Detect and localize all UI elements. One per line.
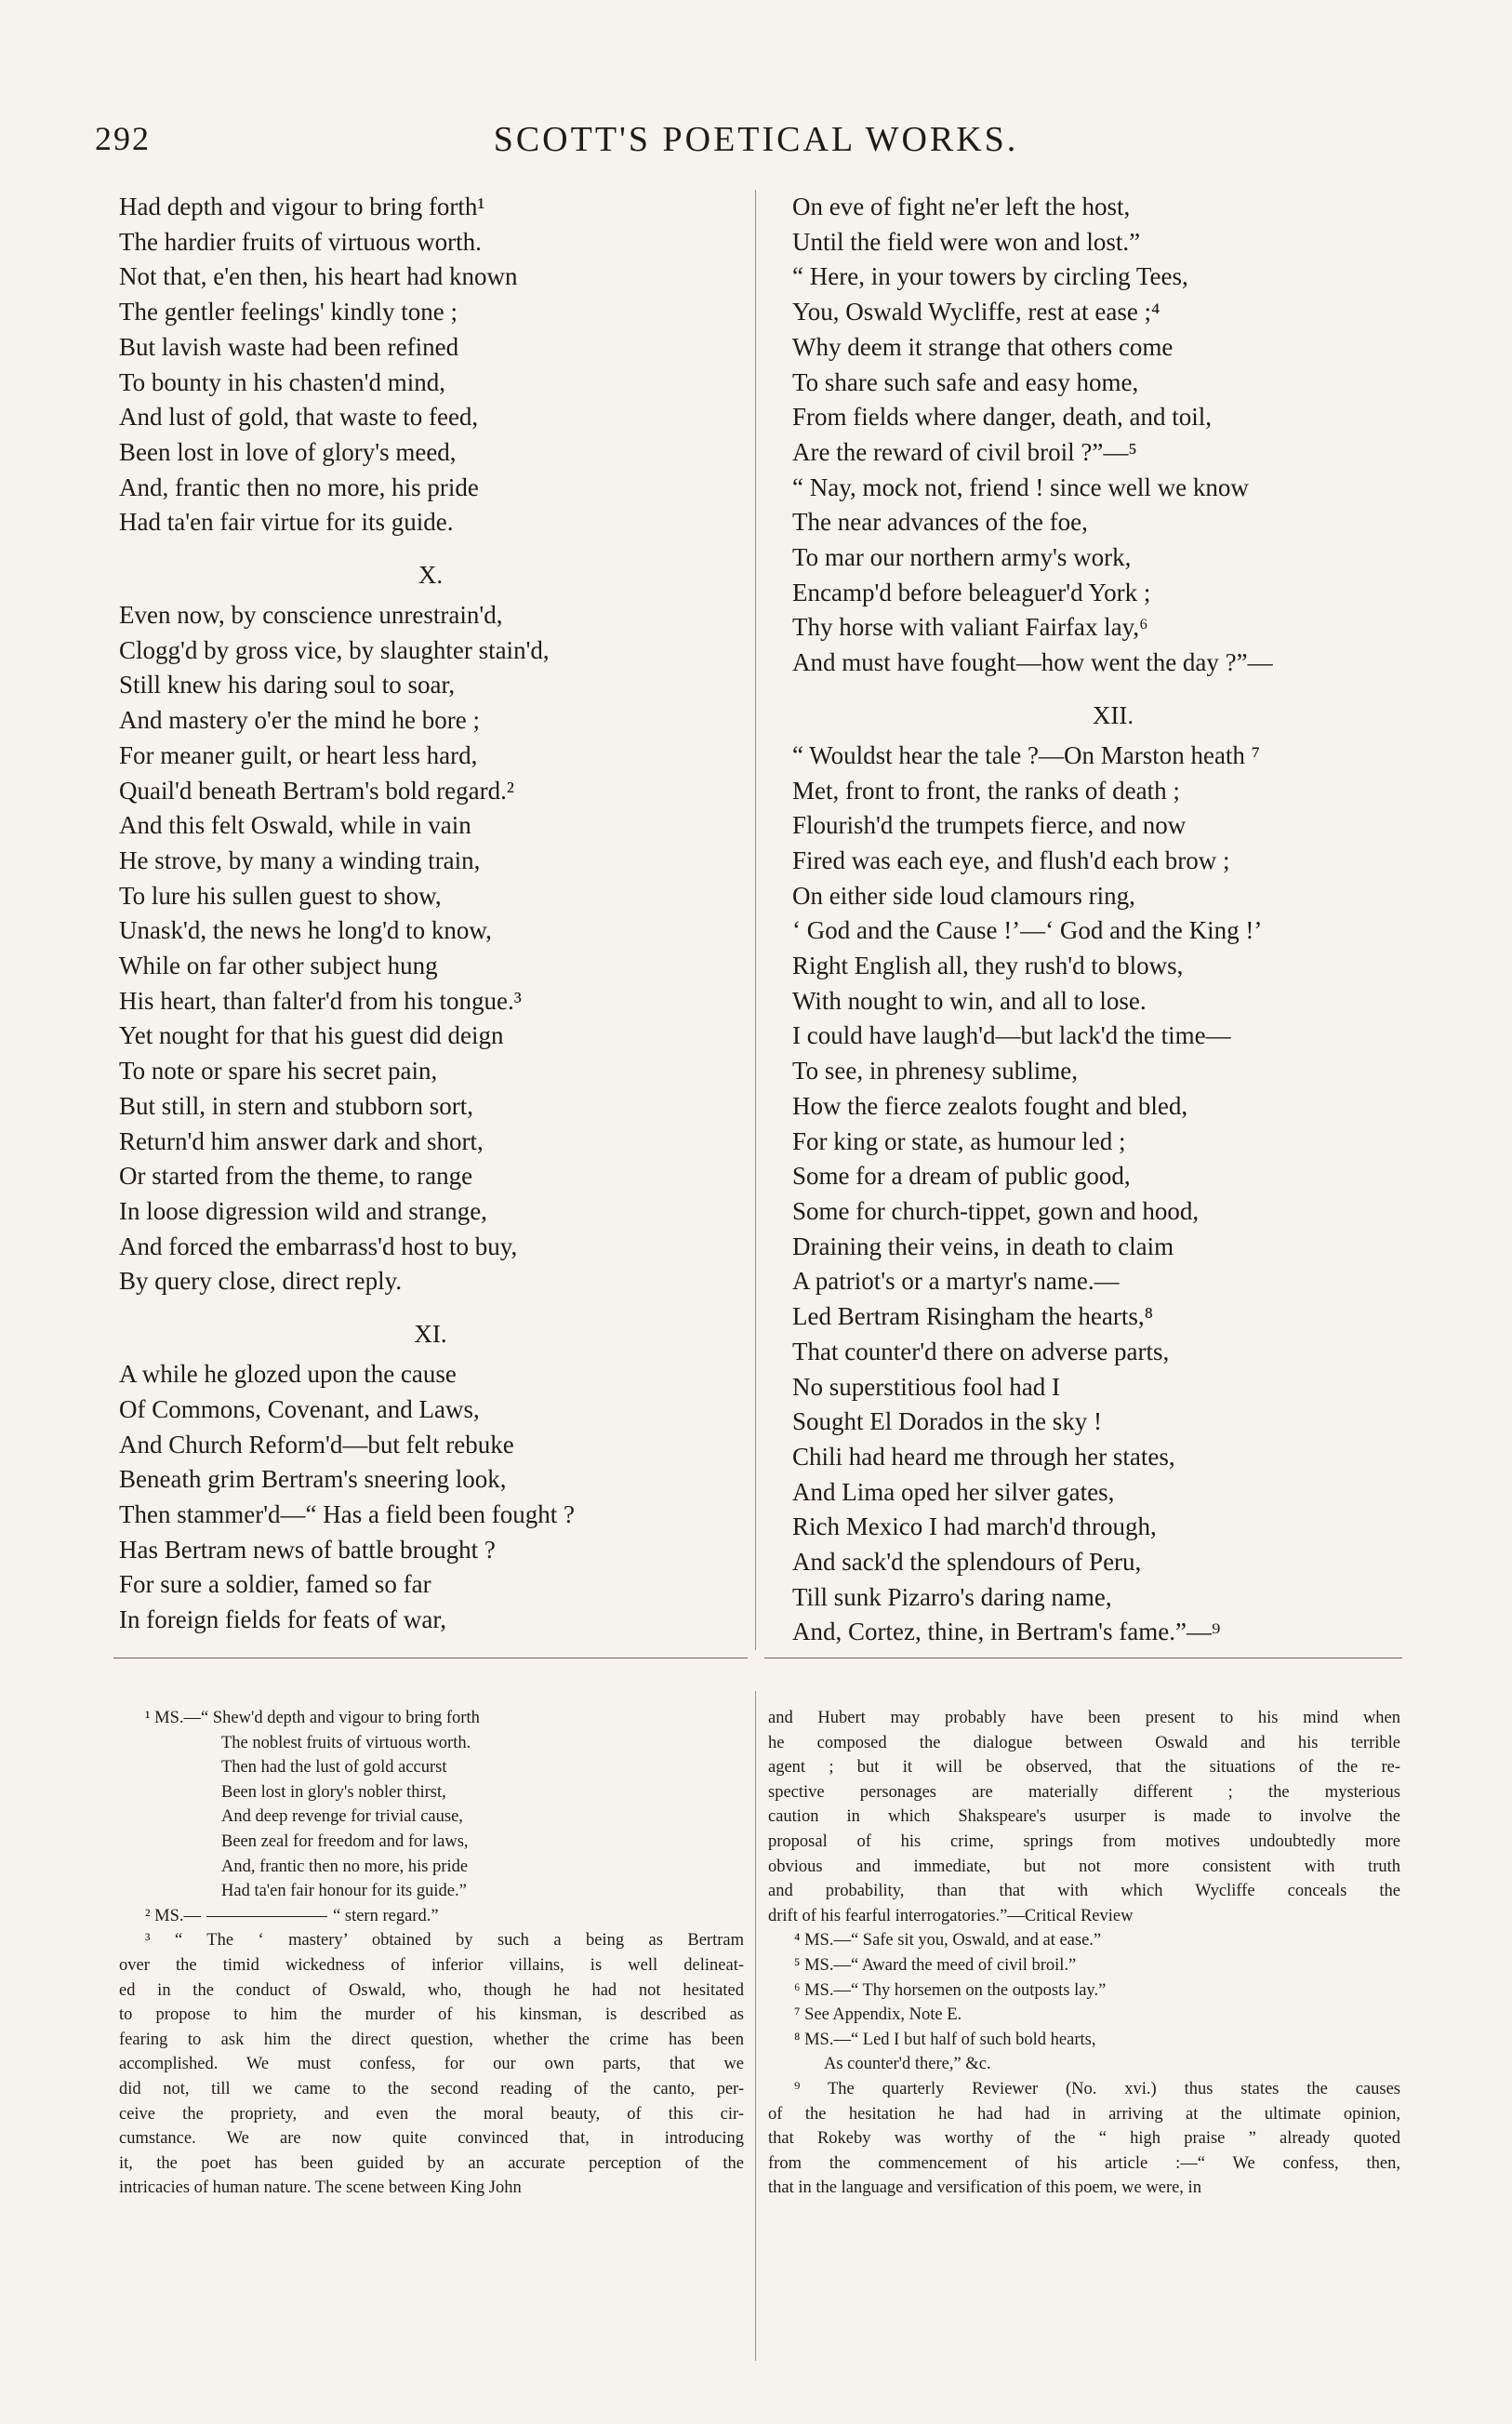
poem-line: On either side loud clamours ring,	[792, 881, 1135, 910]
footnote-line: from the commencement of his article :—“ We confess, then,	[768, 2153, 1400, 2173]
poem-line: The gentler feelings' kindly tone ;	[119, 298, 458, 326]
poem-line: From fields where danger, death, and toil,	[792, 403, 1213, 432]
footnote-2-text: “ stern regard.”	[333, 1906, 439, 1925]
footnote-line: Been zeal for freedom and for laws,	[221, 1831, 469, 1851]
poem-line: And mastery o'er the mind he bore ;	[119, 706, 481, 735]
footnote-3-continued	[768, 1706, 1400, 1928]
right-poem-column	[792, 190, 1434, 1650]
footnote-line: it, the poet has been guided by an accurate perception of the	[119, 2153, 744, 2173]
poem-line: On eve of fight ne'er left the host,	[792, 193, 1131, 220]
footnote-line: And, frantic then no more, his pride	[221, 1857, 469, 1876]
footnote-line: ed in the conduct of Oswald, who, though he had not hesitated	[119, 1980, 744, 2000]
left-poem-column	[119, 190, 742, 1638]
footnote-1-head: ¹ MS.—“ Shew'd depth and vigour to bring forth	[145, 1709, 480, 1727]
footnote-line: obvious and immediate, but not more consistent with truth	[768, 1857, 1400, 1876]
footnote-line: cumstance. We are now quite convinced that, in introducing	[119, 2129, 744, 2149]
footnote-3-lines	[119, 1928, 744, 2201]
footnote-8-head: ⁸ MS.—“ Led I but half of such bold hearts,	[794, 2030, 1096, 2049]
poem-line: And, Cortez, thine, in Bertram's fame.”—⁹	[792, 1618, 1221, 1646]
poem-line: His heart, than falter'd from his tongue.³	[119, 986, 522, 1015]
poem-line: And must have fought—how went the day ?”—	[792, 648, 1273, 677]
footnote-line: did not, till we came to the second reading of the canto, per-	[119, 2079, 744, 2098]
stanza-heading-xii: XII.	[1092, 700, 1134, 729]
footnote-line: ³ “ The ‘ mastery’ obtained by such a being as Bertram	[145, 1931, 744, 1951]
stanza-heading-xi: XI.	[414, 1320, 447, 1349]
footnote-line: that in the language and versification of this poem, we were, in	[768, 2178, 1201, 2198]
poem-line: But still, in stern and stubborn sort,	[119, 1091, 473, 1120]
footnote-1-lines	[119, 1731, 744, 1904]
poem-line: Been lost in love of glory's meed,	[119, 437, 457, 466]
poem-line: Chili had heard me through her states,	[792, 1442, 1175, 1471]
poem-line: How the fierce zealots fought and bled,	[792, 1091, 1188, 1120]
right-lines-a	[792, 190, 1434, 681]
footnote-line: fearing to ask him the direct question, whether the crime has been	[119, 2030, 744, 2049]
poem-line: Fired was each eye, and flush'd each brow ;	[792, 846, 1230, 874]
poem-line: For meaner guilt, or heart less hard,	[119, 740, 478, 769]
footnote-line: he composed the dialogue between Oswald and his terrible	[768, 1733, 1400, 1752]
footnote-line: Then had the lust of gold accurst	[221, 1758, 447, 1778]
poem-line: Of Commons, Covenant, and Laws,	[119, 1394, 480, 1423]
running-title: SCOTT'S POETICAL WORKS.	[493, 120, 1019, 159]
footnote-line: proposal of his crime, springs from motives undoubtedly more	[768, 1831, 1400, 1851]
column-divider	[755, 190, 756, 1650]
poem-line: Some for a dream of public good,	[792, 1162, 1131, 1191]
footnote-6: ⁶ MS.—“ Thy horsemen on the outposts lay.”	[794, 1980, 1107, 2000]
footnote-2-label: ² MS.—	[145, 1906, 202, 1925]
footnote-7: ⁷ See Appendix, Note E.	[794, 2005, 962, 2025]
poem-line: To share such safe and easy home,	[792, 367, 1139, 396]
poem-line: Has Bertram news of battle brought ?	[119, 1535, 496, 1564]
footnote-line: agent ; but it will be observed, that the situations of the re-	[768, 1758, 1400, 1778]
footnote-line: Had ta'en fair honour for its guide.”	[221, 1882, 467, 1901]
poem-line: To see, in phrenesy sublime,	[792, 1057, 1079, 1085]
poem-line: The hardier fruits of virtuous worth.	[119, 227, 482, 256]
footnote-line: spective personages are materially different ; the mysterious	[768, 1782, 1400, 1802]
poem-line: And this felt Oswald, while in vain	[119, 811, 471, 840]
poem-line: By query close, direct reply.	[119, 1267, 403, 1296]
poem-line: Met, front to front, the ranks of death ;	[792, 776, 1180, 805]
footnote-line: Been lost in glory's nobler thirst,	[221, 1782, 446, 1802]
footnote-line: ⁹ The quarterly Reviewer (No. xvi.) thus states the causes	[794, 2079, 1400, 2098]
poem-line: With nought to win, and all to lose.	[792, 986, 1147, 1015]
poem-line: You, Oswald Wycliffe, rest at ease ;⁴	[792, 298, 1161, 326]
footnote-line: to propose to him the murder of his kinsman, is described as	[119, 2005, 744, 2025]
footnotes-right	[768, 1706, 1400, 2201]
poem-line: Or started from the theme, to range	[119, 1162, 473, 1191]
poem-line: For sure a soldier, famed so far	[119, 1570, 431, 1599]
footnote-line: of the hesitation he had had in arriving at the ultimate opinion,	[768, 2104, 1400, 2124]
page-header	[0, 119, 1512, 175]
poem-line: He strove, by many a winding train,	[119, 846, 481, 874]
poem-line: To mar our northern army's work,	[792, 543, 1132, 572]
poem-line: Had ta'en fair virtue for its guide.	[119, 508, 454, 537]
poem-line: In loose digression wild and strange,	[119, 1196, 487, 1225]
poem-line: The near advances of the foe,	[792, 508, 1088, 537]
poem-line: Until the field were won and lost.”	[792, 227, 1141, 256]
poem-line: I could have laugh'd—but lack'd the time—	[792, 1021, 1231, 1050]
footnote-line: ceive the propriety, and even the moral beauty, of this cir-	[119, 2104, 744, 2124]
poem-line: Beneath grim Bertram's sneering look,	[119, 1465, 507, 1494]
footnotes-left	[119, 1706, 744, 2201]
footnote-4: ⁴ MS.—“ Safe sit you, Oswald, and at ease.”	[794, 1931, 1102, 1951]
poem-line: “ Nay, mock not, friend ! since well we know	[792, 473, 1249, 501]
page-number: 292	[95, 120, 151, 157]
poem-line: Sought El Dorados in the sky !	[792, 1407, 1102, 1436]
footnote-2	[119, 1904, 744, 1929]
poem-line: Had depth and vigour to bring forth¹	[119, 193, 485, 220]
footnote-line: The noblest fruits of virtuous worth.	[221, 1733, 471, 1752]
poem-line: And, frantic then no more, his pride	[119, 473, 479, 501]
footnote-line: that Rokeby was worthy of the “ high praise ” already quoted	[768, 2129, 1400, 2149]
poem-line: Yet nought for that his guest did deign	[119, 1021, 504, 1050]
poem-line: Clogg'd by gross vice, by slaughter stain'd,	[119, 635, 550, 664]
stanza-heading-x: X.	[418, 561, 444, 590]
footnote-2-dash	[206, 1916, 327, 1917]
footnote-8-cont: As counter'd there,” &c.	[824, 2055, 991, 2074]
poem-line: Draining their veins, in death to claim	[792, 1232, 1174, 1260]
poem-line: Why deem it strange that others come	[792, 332, 1174, 361]
poem-line: While on far other subject hung	[119, 952, 438, 980]
poem-line: And sack'd the splendours of Peru,	[792, 1548, 1142, 1577]
poem-line: “ Here, in your towers by circling Tees,	[792, 262, 1188, 291]
poem-line: And Lima oped her silver gates,	[792, 1477, 1115, 1506]
footnote-line: and probability, than that with which Wycliffe conceals the	[768, 1882, 1400, 1901]
poem-line: Then stammer'd—“ Has a field been fought ?	[119, 1499, 575, 1528]
poem-line: And lust of gold, that waste to feed,	[119, 403, 479, 432]
footnote-line: accomplished. We must confess, for our own parts, that we	[119, 2055, 744, 2074]
poem-line: Thy horse with valiant Fairfax lay,⁶	[792, 613, 1148, 642]
poem-line: Rich Mexico I had march'd through,	[792, 1512, 1157, 1541]
poem-line: A while he glozed upon the cause	[119, 1360, 457, 1389]
poem-line: Unask'd, the news he long'd to know,	[119, 916, 492, 945]
left-lines-a	[119, 190, 742, 540]
poem-line: A patriot's or a martyr's name.—	[792, 1267, 1120, 1296]
poem-line: “ Wouldst hear the tale ?—On Marston heath ⁷	[792, 740, 1261, 769]
footnote-line: intricacies of human nature. The scene between King John	[119, 2178, 522, 2198]
footnote-line: and Hubert may probably have been present to his mind when	[768, 1709, 1400, 1727]
poem-line: For king or state, as humour led ;	[792, 1126, 1126, 1155]
footnote-5: ⁵ MS.—“ Award the meed of civil broil.”	[794, 1955, 1077, 1975]
poem-line: ‘ God and the Cause !’—‘ God and the King !’	[792, 916, 1263, 945]
footnote-column-divider	[755, 1691, 756, 2361]
footnote-line: caution in which Shakspeare's usurper is made to involve the	[768, 1807, 1400, 1827]
left-lines-c	[119, 1357, 742, 1638]
footnote-line: drift of his fearful interrogatories.”—Critical Review	[768, 1906, 1134, 1925]
right-lines-b	[792, 739, 1434, 1650]
poem-line: Quail'd beneath Bertram's bold regard.²	[119, 776, 514, 805]
poem-line: That counter'd there on adverse parts,	[792, 1337, 1170, 1365]
footnote-line: And deep revenge for trivial cause,	[221, 1807, 463, 1827]
footnote-9-lines	[768, 2077, 1400, 2201]
poem-line: To bounty in his chasten'd mind,	[119, 367, 445, 396]
footnote-line: over the timid wickedness of inferior villains, is well delineat-	[119, 1955, 744, 1975]
poem-line: To note or spare his secret pain,	[119, 1057, 438, 1085]
poem-line: Not that, e'en then, his heart had known	[119, 262, 518, 291]
poem-line: No superstitious fool had I	[792, 1372, 1060, 1401]
poem-line: And Church Reform'd—but felt rebuke	[119, 1430, 514, 1458]
poem-line: Encamp'd before beleaguer'd York ;	[792, 578, 1151, 606]
poem-line: Are the reward of civil broil ?”—⁵	[792, 437, 1137, 466]
poem-line: Till sunk Pizarro's daring name,	[792, 1582, 1112, 1611]
poem-line: To lure his sullen guest to show,	[119, 881, 442, 910]
poem-line: Led Bertram Risingham the hearts,⁸	[792, 1302, 1154, 1331]
poem-line: Even now, by conscience unrestrain'd,	[119, 601, 503, 630]
poem-line: Still knew his daring soul to soar,	[119, 671, 456, 699]
poem-line: Right English all, they rush'd to blows,	[792, 952, 1184, 980]
poem-line: In foreign fields for feats of war,	[119, 1605, 447, 1634]
poem-line: But lavish waste had been refined	[119, 332, 459, 361]
poem-line: Return'd him answer dark and short,	[119, 1126, 484, 1155]
left-lines-b	[119, 598, 742, 1299]
poem-line: Some for church-tippet, gown and hood,	[792, 1196, 1200, 1225]
poem-line: Flourish'd the trumpets fierce, and now	[792, 811, 1187, 840]
poem-line: And forced the embarrass'd host to buy,	[119, 1232, 518, 1260]
